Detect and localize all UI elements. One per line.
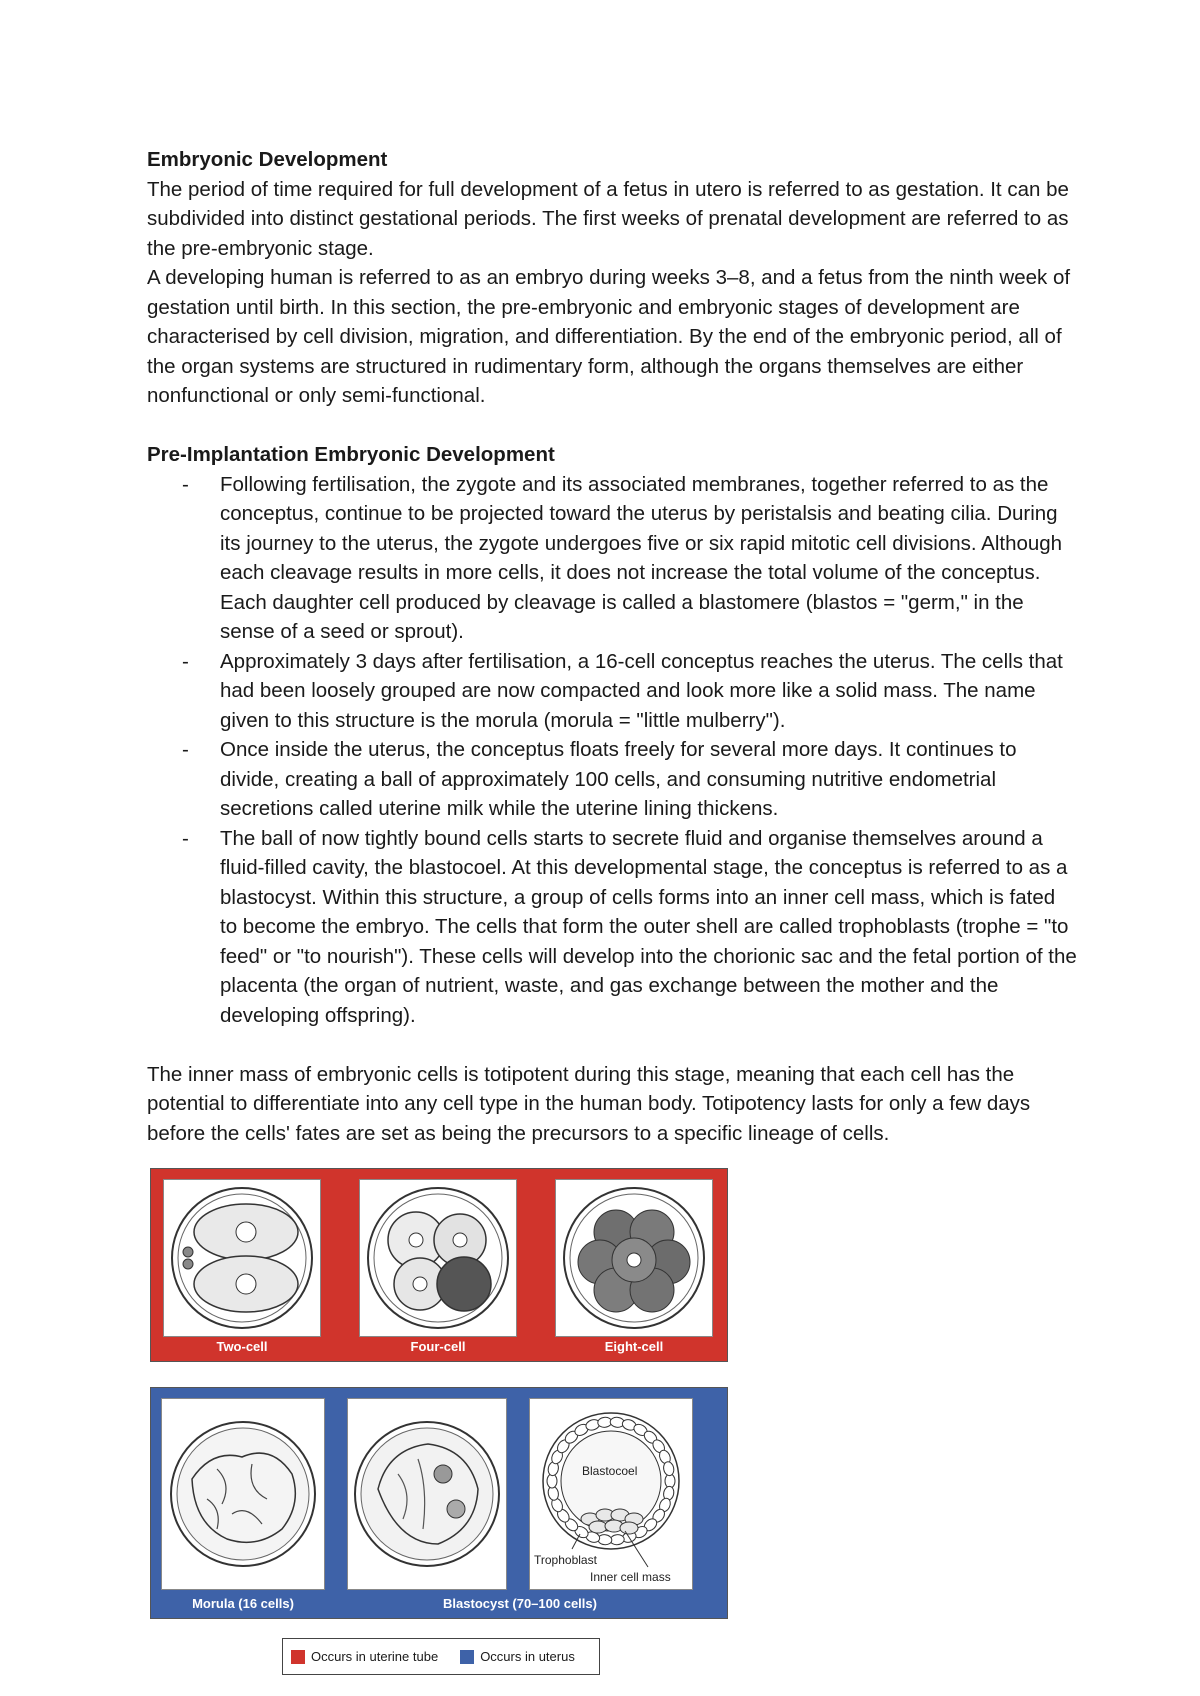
section-heading-pre-implantation: Pre-Implantation Embryonic Development [147, 443, 555, 466]
eight-cell-illustration [555, 1179, 713, 1337]
bullet-dash: - [182, 738, 189, 761]
legend-item-uterus [460, 1649, 575, 1664]
list-item-text: Once inside the uterus, the conceptus floats freely for several more days. It continues to divide, creating a ball of approximately 100 cells, and consuming nutritive endometrial secretions called uterine milk while the uterine lining thickens. [220, 738, 1017, 820]
legend-item-uterine-tube [291, 1649, 438, 1664]
morula-label: Morula (16 cells) [192, 1596, 294, 1611]
legend-swatch-red [291, 1650, 305, 1664]
trophoblast-cell [665, 1474, 675, 1488]
list-item [147, 470, 1077, 647]
bullet-dash: - [182, 649, 189, 673]
trophoblast-cell [547, 1474, 557, 1488]
legend-label: Occurs in uterus [480, 1649, 575, 1664]
inner-cell-mass-label: Inner cell mass [590, 1570, 671, 1584]
paragraph-totipotency: The inner mass of embryonic cells is totipotent during this stage, meaning that each cell has the potential to differentiate into any cell type in the human body. Totipotency lasts for only a few days before the cells' fates are set as being the precursors to a specific lineage of cells. [147, 1062, 1031, 1145]
blastocyst-illustration [529, 1398, 693, 1590]
legend-swatch-blue [460, 1650, 474, 1664]
morula-illustration [161, 1398, 325, 1590]
eight-cell-label: Eight-cell [604, 1339, 664, 1354]
uterus-stages-panel [150, 1387, 728, 1619]
blastocoel-label: Blastocoel [582, 1464, 638, 1478]
legend-label: Occurs in uterine tube [311, 1649, 439, 1664]
uterine-tube-stages-panel [150, 1168, 728, 1362]
two-cell-illustration [163, 1179, 321, 1337]
early-blastocyst-illustration [347, 1398, 507, 1590]
cleavage-stages-figure [150, 1168, 730, 1619]
bullet-list [147, 470, 1077, 1031]
figure-legend [282, 1638, 600, 1675]
paragraph-embryo-fetus: A developing human is referred to as an embryo during weeks 3–8, and a fetus from the ninth week of gestation until birth. In this section, the pre-embryonic and embryonic stages of development are characterised by cell division, migration, and differentiation. By the end of the embryonic period, all of the organ systems are structured in rudimentary form, although the organs themselves are either nonfunctional or only semi-functional. [147, 266, 1071, 407]
two-cell-label: Two-cell [216, 1339, 268, 1354]
list-item-text: The ball of now tightly bound cells starts to secrete fluid and organise themselves around a fluid-filled cavity, the blastocoel. At this developmental stage, the conceptus is referred to as a blastocyst. Within this structure, a group of cells forms into an inner cell mass, which is fated to become the embryo. The cells that form the outer shell are called trophoblasts (trophe = "to feed" or "to nourish"). These cells will develop into the chorionic sac and the fetal portion of the placenta (the organ of nutrient, waste, and gas exchange between the mother and the developing offspring). [220, 826, 1077, 1027]
four-cell-label: Four-cell [410, 1339, 466, 1354]
paragraph-gestation: The period of time required for full development of a fetus in utero is referred to as gestation. It can be subdivided into distinct gestational periods. The first weeks of prenatal development are referred to as the pre-embryonic stage. [147, 177, 1069, 260]
bullet-dash: - [182, 826, 189, 850]
list-item-text: Following fertilisation, the zygote and its associated membranes, together referred to as the conceptus, continue to be projected toward the uterus by peristalsis and beating cilia. During its journey to the uterus, the zygote undergoes five or six rapid mitotic cell divisions. Although each cleavage results in more cells, it does not increase the total volume of the conceptus. Each daughter cell produced by cleavage is called a blastomere (blastos = "germ," in the sense of a seed or sprout). [220, 472, 1063, 643]
four-cell-illustration [359, 1179, 517, 1337]
blastocyst-label: Blastocyst (70–100 cells) [443, 1596, 597, 1611]
section-heading-embryonic-development: Embryonic Development [147, 148, 388, 171]
list-item [147, 647, 1077, 736]
list-item [147, 735, 1077, 824]
trophoblast-label: Trophoblast [534, 1553, 597, 1567]
document-body [147, 145, 1077, 1148]
list-item-text: Approximately 3 days after fertilisation, a 16-cell conceptus reaches the uterus. The cells that had been loosely grouped are now compacted and look more like a solid mass. The name given to this structure is the morula (morula = "little mulberry"). [220, 649, 1063, 732]
bullet-dash: - [182, 472, 189, 496]
list-item [147, 824, 1077, 1031]
